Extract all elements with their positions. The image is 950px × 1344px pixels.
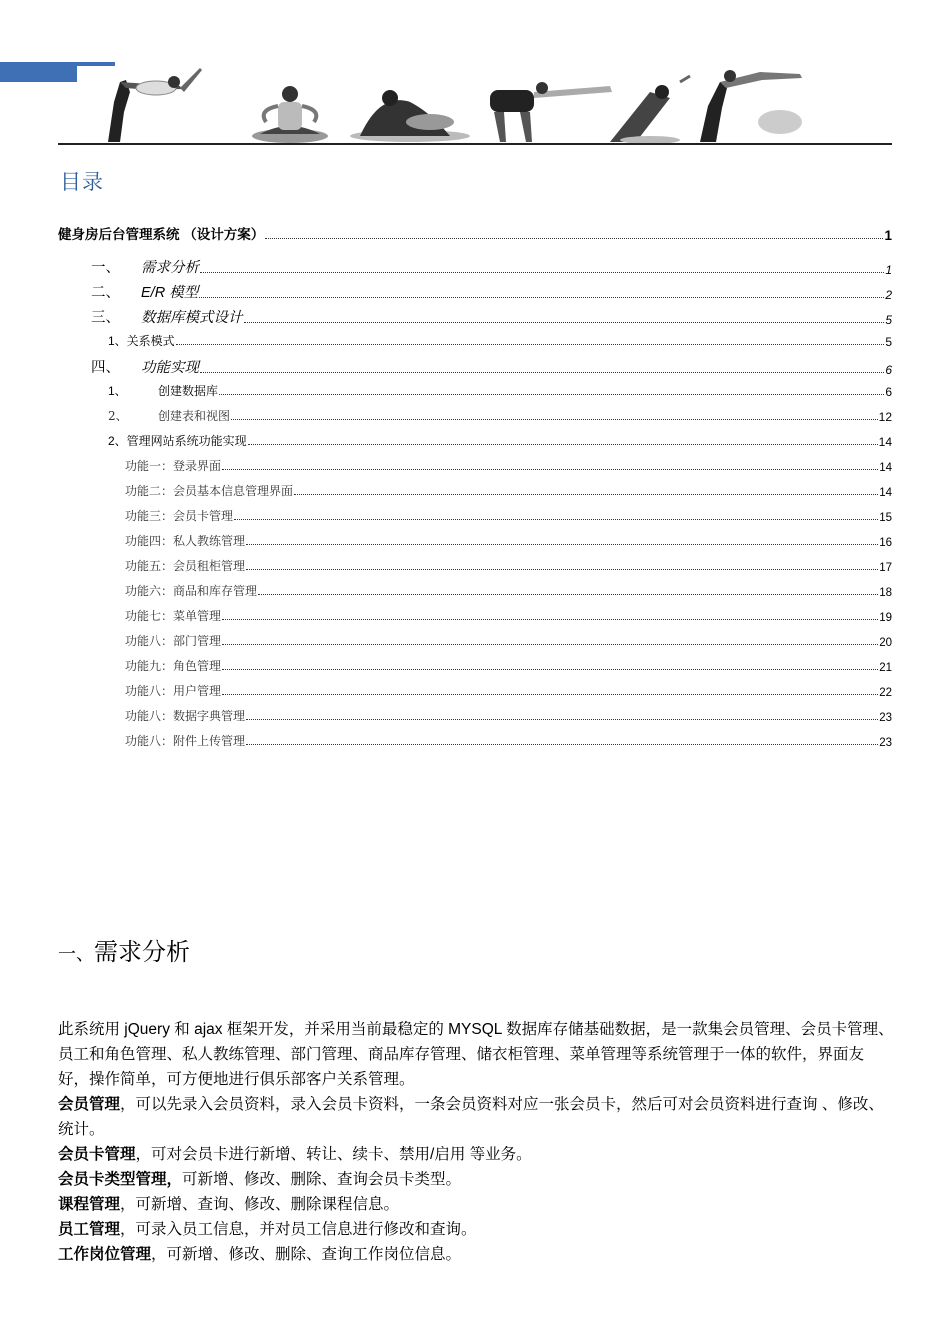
toc-page: 15: [879, 512, 892, 524]
toc-leader: [222, 669, 878, 670]
toc-page: 6: [885, 385, 892, 399]
toc-entry[interactable]: [58, 356, 892, 377]
toc-page: 20: [879, 637, 892, 649]
toc-label: 功能八：部门管理: [125, 634, 222, 648]
toc-entry[interactable]: [58, 732, 892, 749]
section-title: 需求分析: [94, 939, 190, 966]
toc-leader: [246, 719, 878, 720]
toc-number: 三、: [91, 310, 120, 326]
toc-page: 5: [885, 335, 892, 349]
toc-entry[interactable]: [58, 657, 892, 674]
toc-entry[interactable]: [58, 432, 892, 449]
toc-leader: [248, 444, 878, 445]
feature-desc: ，可新增、查询、修改、删除课程信息。: [120, 1196, 400, 1213]
toc-leader: [222, 644, 878, 645]
toc-label: 1、关系模式: [108, 334, 175, 348]
toc-leader: [222, 619, 878, 620]
toc-leader: [234, 519, 878, 520]
toc-leader: [258, 594, 878, 595]
toc-label: 创建表和视图: [158, 409, 231, 423]
toc-page: 18: [879, 587, 892, 599]
feature-term: 员工管理: [58, 1221, 121, 1238]
toc-entry[interactable]: [58, 382, 892, 399]
toc-number: 二、: [91, 285, 120, 301]
toc-leader: [246, 544, 878, 545]
toc-page: 21: [879, 662, 892, 674]
feature-paragraph: [58, 1167, 894, 1192]
toc-label: 功能八：数据字典管理: [125, 709, 246, 723]
toc-entry[interactable]: [58, 223, 892, 243]
toc-page: 19: [879, 612, 892, 624]
yoga-banner-icon: [90, 62, 810, 144]
toc-leader: [200, 272, 884, 273]
toc-label: 功能实现: [141, 360, 199, 376]
toc-label: 功能六：商品和库存管理: [125, 584, 258, 598]
toc-page: 2: [885, 288, 892, 302]
feature-paragraph: [58, 1192, 894, 1217]
toc-number: 一、: [91, 260, 120, 276]
toc-label: 功能四：私人教练管理: [125, 534, 246, 548]
toc-leader: [294, 494, 878, 495]
toc-page: 12: [878, 410, 892, 424]
toc-label: 数据库模式设计: [141, 310, 243, 326]
toc-page: 1: [885, 263, 892, 277]
toc-leader: [222, 694, 878, 695]
toc-leader: [219, 394, 884, 395]
toc-page: 1: [884, 228, 892, 243]
toc-page: 14: [879, 487, 892, 499]
toc-label: E/R 模型: [141, 285, 199, 301]
feature-term: 会员卡管理: [58, 1146, 136, 1163]
toc-leader: [244, 322, 885, 323]
toc-label: 健身房后台管理系统 （设计方案）: [58, 227, 265, 242]
toc-label: 功能九：角色管理: [125, 659, 222, 673]
toc-label: 功能一：登录界面: [125, 459, 222, 473]
toc-entry[interactable]: [58, 632, 892, 649]
header-rule: [58, 143, 892, 145]
toc-label: 功能五：会员租柜管理: [125, 559, 246, 573]
toc-label: 需求分析: [141, 260, 199, 276]
toc-label: 创建数据库: [158, 384, 219, 398]
toc-entry[interactable]: [58, 306, 892, 327]
toc-page: 23: [879, 712, 892, 724]
intro-paragraph: 此系统用 jQuery 和 ajax 框架开发，并采用当前最稳定的 MYSQL 数据库存储基础数据，是一款集会员管理、会员卡管理、员工和角色管理、私人教练管理、部门管理、商品库存管理、储衣柜管理、菜单管理等系统管理于一体的软件，界面友好，操作简单，可方便地进行俱乐部客户关系管理。: [58, 1021, 894, 1088]
feature-term: 课程管理: [58, 1196, 121, 1213]
toc-entry[interactable]: [58, 332, 892, 349]
toc-entry[interactable]: [58, 256, 892, 277]
toc-leader: [176, 344, 885, 345]
section-body: [58, 1017, 894, 1267]
toc-label: 2、管理网站系统功能实现: [108, 434, 247, 448]
toc-number: 四、: [91, 360, 120, 376]
feature-term: 会员卡类型管理，: [58, 1171, 183, 1188]
feature-desc: 可新增、修改、删除、查询会员卡类型。: [182, 1171, 462, 1188]
toc-leader: [246, 569, 878, 570]
feature-term: 工作岗位管理: [58, 1246, 152, 1263]
toc-entry[interactable]: [58, 707, 892, 724]
feature-paragraph: [58, 1217, 894, 1242]
toc-entry[interactable]: [58, 607, 892, 624]
section-heading: [58, 932, 190, 967]
toc-label: 功能二：会员基本信息管理界面: [125, 484, 294, 498]
toc-label: 功能七：菜单管理: [125, 609, 222, 623]
feature-desc: ，可对会员卡进行新增、转让、续卡、禁用/启用 等业务。: [135, 1146, 532, 1163]
feature-desc: ，可录入员工信息，并对员工信息进行修改和查询。: [120, 1221, 477, 1238]
feature-term: 会员管理: [58, 1096, 121, 1113]
toc-entry[interactable]: [58, 407, 892, 424]
toc-entry[interactable]: [58, 557, 892, 574]
toc-entry[interactable]: [58, 582, 892, 599]
toc-entry[interactable]: [58, 482, 892, 499]
toc-entry[interactable]: [58, 507, 892, 524]
feature-paragraph: [58, 1142, 894, 1167]
toc-number: 2、: [108, 409, 128, 423]
toc-leader: [265, 238, 883, 239]
toc-leader: [231, 419, 878, 420]
feature-paragraph: [58, 1242, 894, 1267]
toc-entry[interactable]: [58, 682, 892, 699]
toc-label: 功能八：用户管理: [125, 684, 222, 698]
toc-label: 功能八：附件上传管理: [125, 734, 246, 748]
toc-page: 14: [879, 462, 892, 474]
toc-entry[interactable]: [58, 532, 892, 549]
header-blue-tab: [0, 62, 77, 82]
toc-page: 5: [885, 313, 892, 327]
toc-number: 1、: [108, 384, 127, 398]
toc-leader: [199, 297, 884, 298]
toc-page: 22: [879, 687, 892, 699]
toc-page: 6: [885, 363, 892, 377]
toc-page: 14: [878, 435, 892, 449]
toc-entry[interactable]: [58, 281, 892, 302]
section-number: 一、: [58, 944, 94, 964]
feature-desc: ，可以先录入会员资料，录入会员卡资料，一条会员资料对应一张会员卡，然后可对会员资料进行查询 、修改、统计。: [58, 1096, 884, 1138]
toc-page: 23: [879, 737, 892, 749]
feature-paragraph: [58, 1092, 894, 1142]
toc-leader: [246, 744, 878, 745]
toc-title: 目录: [60, 171, 104, 194]
toc-entry[interactable]: [58, 457, 892, 474]
feature-desc: ，可新增、修改、删除、查询工作岗位信息。: [151, 1246, 462, 1263]
toc-leader: [200, 372, 884, 373]
toc-label: 功能三：会员卡管理: [125, 509, 234, 523]
toc-page: 16: [879, 537, 892, 549]
toc-page: 17: [879, 562, 892, 574]
toc-leader: [222, 469, 878, 470]
